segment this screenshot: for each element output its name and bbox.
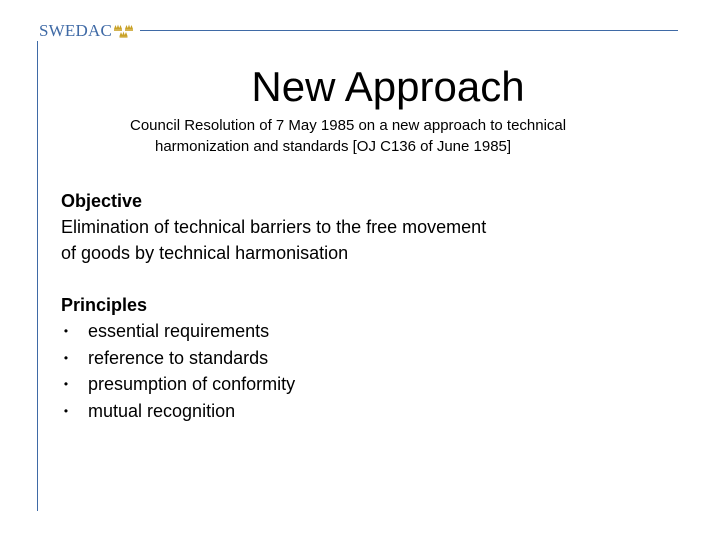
list-item-text: essential requirements — [88, 321, 270, 341]
list-item — [61, 371, 295, 398]
list-item-text: presumption of conformity — [88, 374, 296, 394]
list-item-text: reference to standards — [88, 347, 269, 368]
logo-text: SWEDAC — [39, 20, 112, 40]
principles-heading: Principles — [61, 295, 148, 315]
bullet-icon: • — [63, 350, 69, 365]
list-item — [61, 345, 295, 372]
subtitle-line-2: harmonization and standards [OJ C136 of June 1985] — [155, 138, 512, 155]
bullet-icon: • — [63, 324, 69, 338]
objective-heading: Objective — [61, 191, 143, 211]
list-item — [61, 318, 295, 345]
objective-text-line-2: of goods by technical harmonisation — [61, 243, 349, 263]
list-item-text: mutual recognition — [88, 400, 236, 421]
bullet-icon: • — [63, 403, 69, 418]
swedac-logo — [36, 19, 140, 41]
bullet-icon: • — [63, 377, 69, 391]
slide-title: New Approach — [251, 63, 525, 110]
subtitle-line-1: Council Resolution of 7 May 1985 on a new approach to technical — [130, 117, 567, 134]
principles-list — [61, 318, 295, 424]
list-item — [61, 398, 295, 425]
objective-text-line-1: Elimination of technical barriers to the free movement — [61, 217, 487, 237]
three-crowns-icon — [113, 22, 135, 38]
